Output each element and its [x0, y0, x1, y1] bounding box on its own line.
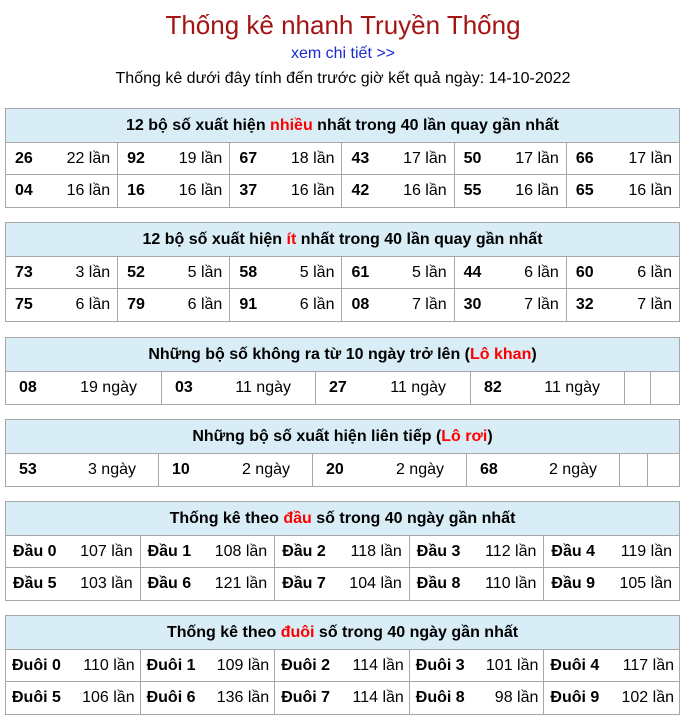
- empty-cell: [620, 454, 648, 486]
- lo-roi-section: [5, 419, 680, 487]
- stat-cell: 91 6 lần: [230, 289, 342, 321]
- stat-cell: Đầu 0 107 lần: [6, 536, 141, 568]
- section-heading: 12 bộ số xuất hiện nhiều nhất trong 40 lần quay gần nhất: [6, 109, 679, 143]
- stat-cell: Đầu 6 121 lần: [141, 568, 276, 600]
- duoi-section: [5, 615, 680, 715]
- stat-cell: 75 6 lần: [6, 289, 118, 321]
- stat-cell: Đuôi 1 109 lần: [141, 650, 276, 682]
- section-heading: Thống kê theo đuôi số trong 40 ngày gần nhất: [6, 616, 679, 650]
- stat-cell: Đầu 2 118 lần: [275, 536, 410, 568]
- stat-cell: Đuôi 4 117 lần: [544, 650, 679, 682]
- section-heading: Những bộ số không ra từ 10 ngày trở lên (Lô khan): [6, 338, 679, 372]
- stat-cell: 53 3 ngày: [6, 454, 159, 486]
- stat-grid: [6, 536, 679, 600]
- stat-cell: Đầu 8 110 lần: [410, 568, 545, 600]
- stat-cell: 50 17 lần: [455, 143, 567, 175]
- stat-grid: [6, 372, 679, 404]
- stat-cell: 65 16 lần: [575, 182, 672, 199]
- section-heading: 12 bộ số xuất hiện ít nhất trong 40 lần quay gần nhất: [6, 223, 679, 257]
- stat-cell: 73 3 lần: [6, 257, 118, 289]
- stat-cell: 60 6 lần: [567, 257, 679, 289]
- stat-grid: [6, 143, 679, 207]
- empty-cell: [651, 372, 679, 404]
- stat-cell: Đuôi 3 101 lần: [410, 650, 545, 682]
- stat-grid: [6, 257, 679, 321]
- section-heading: Thống kê theo đầu số trong 40 ngày gần nhất: [6, 502, 679, 536]
- stat-grid: [6, 650, 679, 714]
- stat-cell: 37 16 lần: [230, 175, 342, 207]
- stat-cell: 55 16 lần: [455, 175, 567, 207]
- stat-cell: 30 7 lần: [455, 289, 567, 321]
- stat-cell: 66 17 lần: [567, 143, 679, 175]
- stat-cell: 44 6 lần: [455, 257, 567, 289]
- stat-cell: 20 2 ngày: [313, 454, 467, 486]
- stat-cell: Đuôi 8 98 lần: [410, 682, 545, 714]
- dau-section: [5, 501, 680, 601]
- stat-cell: 42 16 lần: [342, 175, 454, 207]
- stat-cell: Đầu 7 104 lần: [275, 568, 410, 600]
- stat-cell: 27 11 ngày: [316, 372, 471, 404]
- stat-cell: 92 19 lần: [118, 143, 230, 175]
- stat-cell: Đuôi 7 114 lần: [275, 682, 410, 714]
- stat-cell: 16 16 lần: [118, 175, 230, 207]
- stat-cell: 43 17 lần: [342, 143, 454, 175]
- stat-cell: 58 5 lần: [230, 257, 342, 289]
- lo-khan-section: [5, 337, 680, 405]
- stat-cell: 61 5 lần: [342, 257, 454, 289]
- least-frequent-section: [5, 222, 680, 322]
- detail-link[interactable]: xem chi tiết >>: [290, 45, 396, 62]
- section-heading: Những bộ số xuất hiện liên tiếp (Lô rơi): [6, 420, 679, 454]
- stat-cell: 26 22 lần: [6, 143, 118, 175]
- stat-cell: 52 5 lần: [118, 257, 230, 289]
- stat-cell: 10 2 ngày: [159, 454, 313, 486]
- stat-grid: [6, 454, 679, 486]
- empty-cell: [648, 454, 679, 486]
- empty-cell: [625, 372, 651, 404]
- stat-cell: 03 11 ngày: [162, 372, 316, 404]
- stat-cell: 08 19 ngày: [6, 372, 162, 404]
- page-subtitle: Thống kê dưới đây tính đến trước giờ kết quả ngày: 14-10-2022: [115, 70, 571, 87]
- most-frequent-section: [5, 108, 680, 208]
- page-header: [0, 0, 686, 90]
- stat-cell: Đầu 4 119 lần: [544, 536, 679, 568]
- stat-cell: Đầu 5 103 lần: [6, 568, 141, 600]
- page-title: Thống kê nhanh Truyền Thống: [165, 10, 521, 40]
- stat-cell: Đuôi 6 136 lần: [141, 682, 276, 714]
- stat-cell: Đuôi 2 114 lần: [275, 650, 410, 682]
- stat-cell: 67 18 lần: [230, 143, 342, 175]
- stat-cell: 82 11 ngày: [471, 372, 625, 404]
- stat-cell: 08 7 lần: [342, 289, 454, 321]
- stat-cell: Đuôi 0 110 lần: [6, 650, 141, 682]
- stat-cell: 32 7 lần: [575, 296, 672, 313]
- stat-cell: Đuôi 5 106 lần: [6, 682, 141, 714]
- stat-cell: 68 2 ngày: [467, 454, 620, 486]
- stat-cell: Đầu 3 112 lần: [410, 536, 545, 568]
- stat-cell: Đầu 1 108 lần: [141, 536, 276, 568]
- stat-cell: 79 6 lần: [118, 289, 230, 321]
- stat-cell: Đuôi 9 102 lần: [550, 689, 674, 706]
- stat-cell: Đầu 9 105 lần: [551, 575, 672, 592]
- stat-cell: 04 16 lần: [6, 175, 118, 207]
